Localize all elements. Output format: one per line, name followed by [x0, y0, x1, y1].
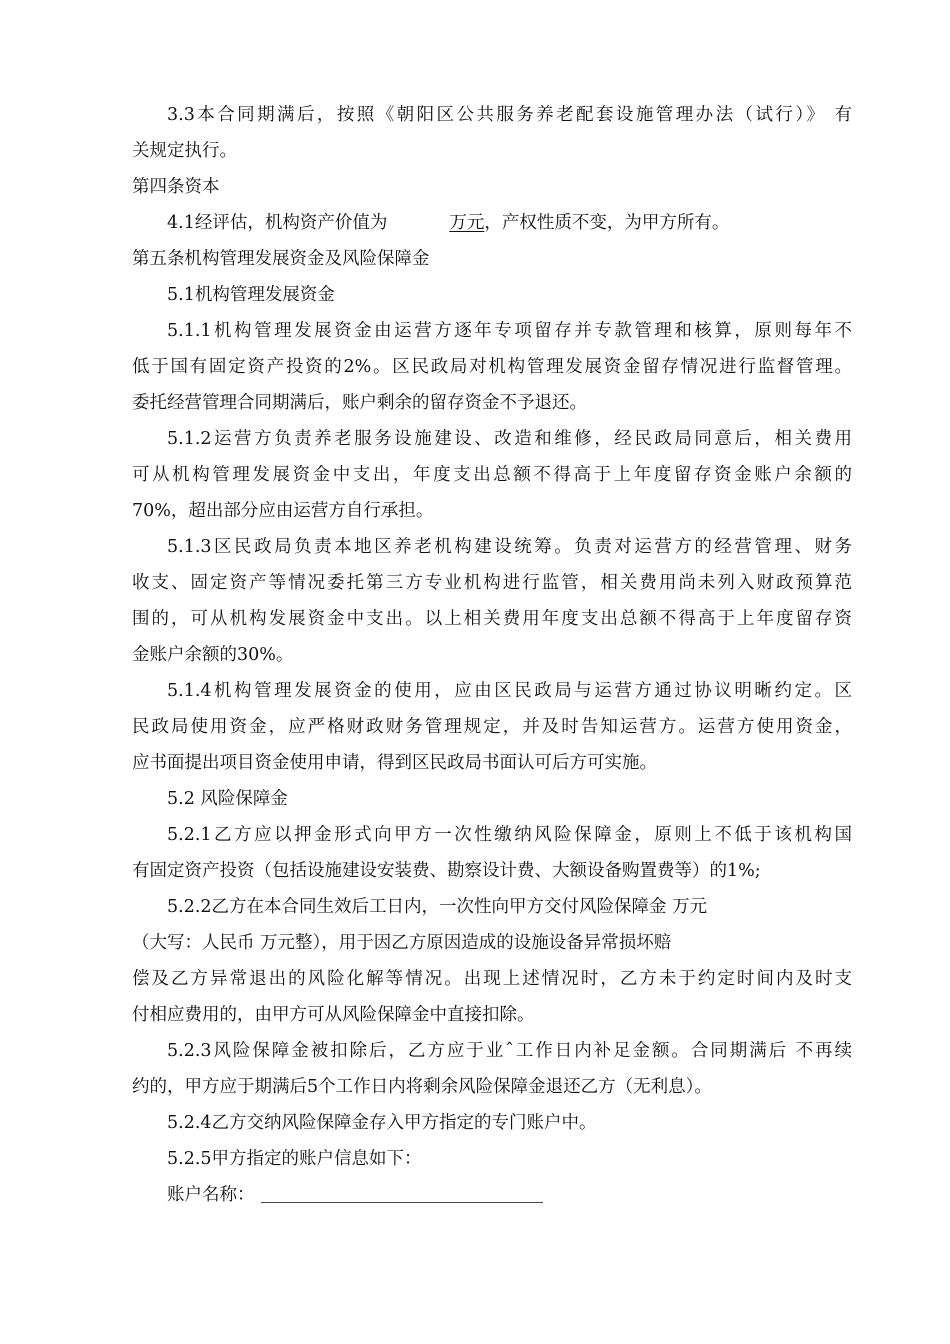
paragraph-5-1-3-line-4: 金账户余额的30%。: [132, 645, 294, 665]
account-name-row: [167, 1177, 852, 1213]
paragraph-5-2-3-line-1: 5.2.3风险保障金被扣除后，乙方应于业ˆ工作日内补足金额。合同期满后 不再续: [167, 1041, 852, 1061]
paragraph-3-3-line-1: 3.3本合同期满后，按照《朝阳区公共服务养老配套设施管理办法（试行）》 有: [167, 105, 852, 125]
paragraph-4-1-text-c: ，产权性质不变，为甲方所有。: [484, 213, 730, 233]
paragraph-5-1-4-line-1: 5.1.4机构管理发展资金的使用，应由区民政局与运营方通过协议明晰约定。区: [167, 681, 852, 701]
paragraph-5-1-2-line-2: 可从机构管理发展资金中支出，年度支出总额不得高于上年度留存资金账户余额的: [132, 465, 852, 485]
paragraph-4-1: [167, 205, 852, 241]
paragraph-5-2-2-line-2: （大写：人民币 万元整），用于因乙方原因造成的设施设备异常损坏赔: [132, 933, 672, 953]
paragraph-5-1-4-line-2: 民政局使用资金，应严格财政财务管理规定，并及时告知运营方。运营方使用资金，: [132, 717, 852, 737]
account-name-label: 账户名称：: [167, 1185, 255, 1205]
paragraph-5-2-5: 5.2.5甲方指定的账户信息如下：: [167, 1149, 422, 1169]
paragraph-5-1-2-line-3: 70%，超出部分应由运营方自行承担。: [132, 501, 434, 521]
paragraph-5-1-3-line-3: 围的，可从机构发展资金中支出。以上相关费用年度支出总额不得高于上年度留存资: [132, 609, 852, 629]
paragraph-5-2-2-line-1: 5.2.2乙方在本合同生效后工日内，一次性向甲方交付风险保障金 万元: [167, 897, 708, 917]
paragraph-5-1-3-line-2: 收支、固定资产等情况委托第三方专业机构进行监管，相关费用尚未列入财政预算范: [132, 573, 852, 593]
article-4-heading: 第四条资本: [132, 177, 220, 197]
section-5-2-heading: 5.2 风险保障金: [167, 789, 288, 809]
paragraph-5-1-1-line-3: 委托经营管理合同期满后，账户剩余的留存资金不予退还。: [132, 393, 587, 413]
paragraph-5-2-1-line-2: 有固定资产投资（包括设施建设安装费、勘察设计费、大额设备购置费等）的1%;: [132, 861, 761, 881]
paragraph-5-1-1-line-1: 5.1.1机构管理发展资金由运营方逐年专项留存并专款管理和核算，原则每年不: [167, 321, 852, 341]
paragraph-5-2-3-line-2: 约的，甲方应于期满后5个工作日内将剩余风险保障金退还乙方（无利息）。: [132, 1077, 712, 1097]
paragraph-5-1-3-line-1: 5.1.3区民政局负责本地区养老机构建设统筹。负责对运营方的经营管理、财务: [167, 537, 852, 557]
paragraph-5-2-4: 5.2.4乙方交纳风险保障金存入甲方指定的专门账户中。: [167, 1113, 597, 1133]
paragraph-5-1-4-line-3: 应书面提出项目资金使用申请，得到区民政局书面认可后方可实施。: [132, 753, 657, 773]
paragraph-4-1-text-a: 4.1经评估，机构资产价值为: [167, 213, 388, 233]
article-5-heading: 第五条机构管理发展资金及风险保障金: [132, 249, 430, 269]
section-5-1-heading: 5.1机构管理发展资金: [167, 285, 335, 305]
account-name-blank-line: [261, 1201, 543, 1203]
paragraph-5-2-2-line-4: 付相应费用的，由甲方可从风险保障金中直接扣除。: [132, 1005, 535, 1025]
paragraph-5-2-1-line-1: 5.2.1乙方应以押金形式向甲方一次性缴纳风险保障金，原则上不低于该机构国: [167, 825, 852, 845]
paragraph-4-1-unit: 万元: [449, 213, 485, 233]
paragraph-3-3-line-2: 关规定执行。: [132, 141, 237, 161]
paragraph-5-1-1-line-2: 低于国有固定资产投资的2%。区民政局对机构管理发展资金留存情况进行监督管理。: [132, 357, 852, 377]
paragraph-5-1-2-line-1: 5.1.2运营方负责养老服务设施建设、改造和维修，经民政局同意后，相关费用: [167, 429, 852, 449]
paragraph-5-2-2-line-3: 偿及乙方异常退出的风险化解等情况。出现上述情况时，乙方未于约定时间内及时支: [132, 969, 852, 989]
